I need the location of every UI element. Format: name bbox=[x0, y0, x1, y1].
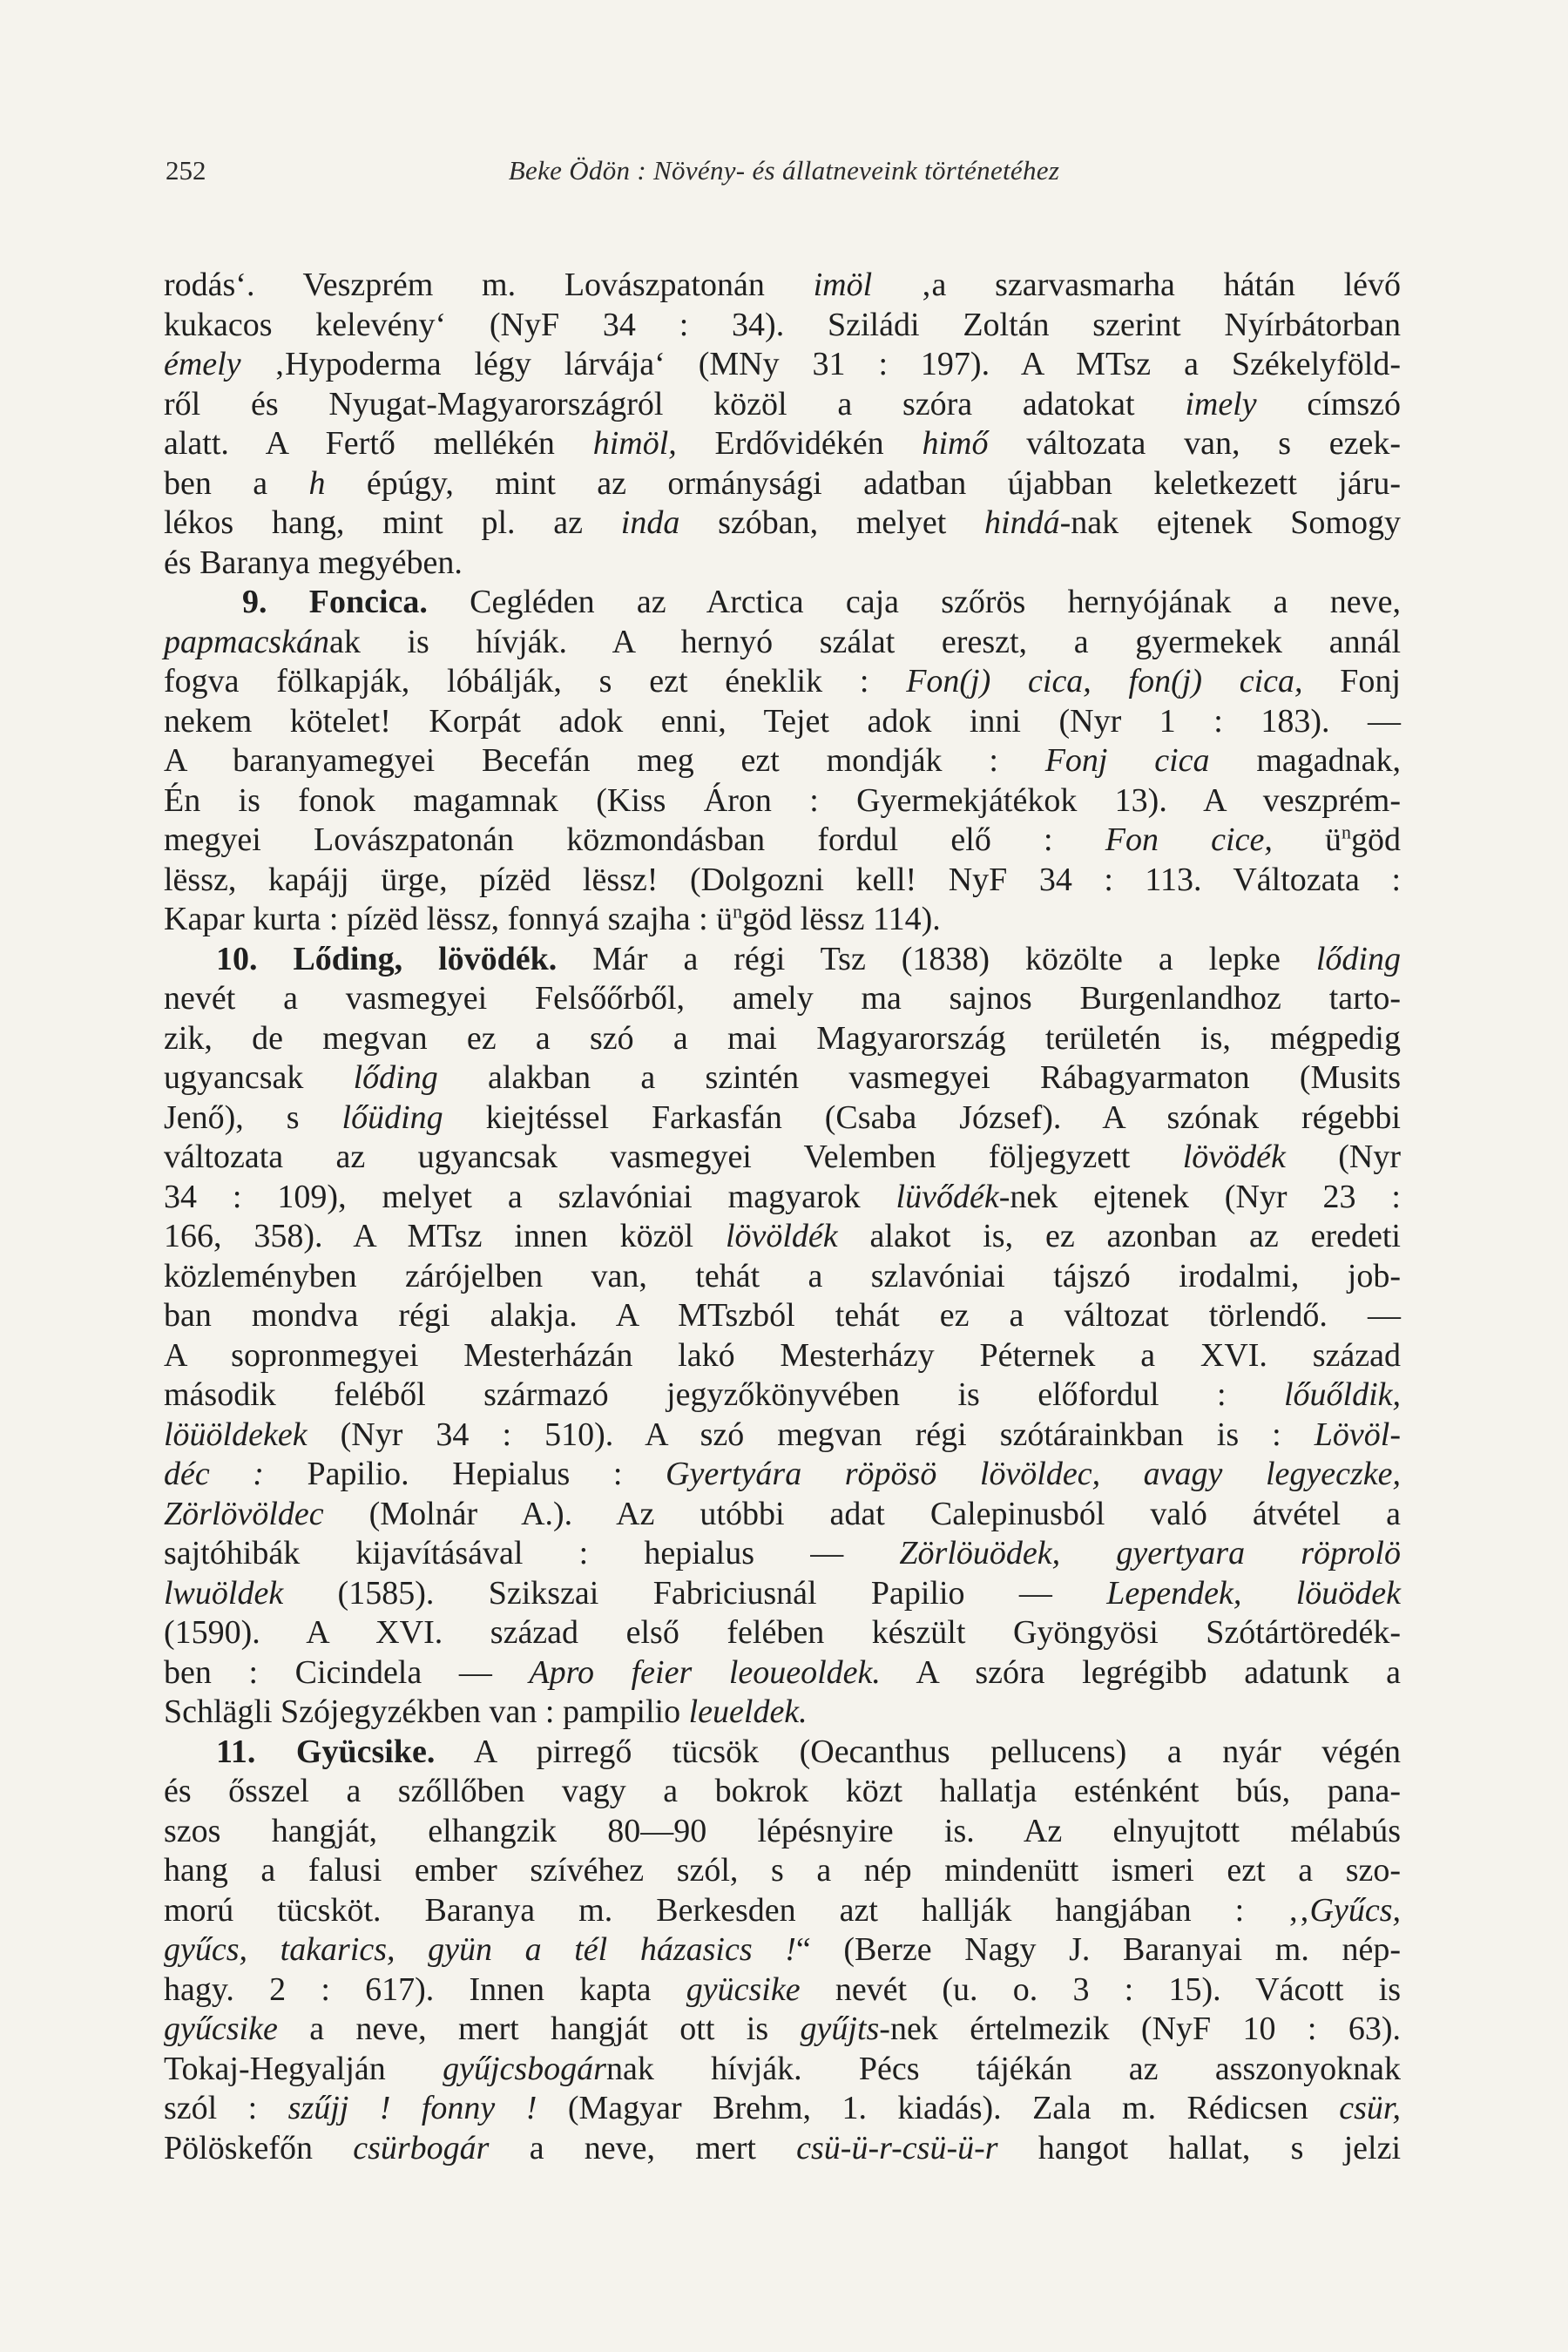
text-run: ‚a szarvasmarha hátán lévő bbox=[872, 267, 1401, 303]
text-run: Lependek, löuödek bbox=[1106, 1574, 1402, 1612]
text-run: zik, de megvan ez a szó a mai Magyarország területén is, mégpedig bbox=[164, 1019, 1401, 1057]
text-run: gyücsike bbox=[686, 1970, 801, 2008]
text-line bbox=[164, 1772, 1401, 1812]
text-run: magadnak, bbox=[1209, 742, 1402, 779]
text-line bbox=[164, 979, 1401, 1019]
text-run: csü-ü-r-csü-ü-r bbox=[796, 2129, 998, 2166]
text-run: gyűjcsbogár bbox=[443, 2050, 606, 2087]
text-run: A sopronmegyei Mesterházán lakó Mesterházy Péternek a XVI. század bbox=[164, 1336, 1401, 1374]
text-run: Fon cice, bbox=[1105, 821, 1273, 858]
text-line bbox=[164, 2129, 1401, 2169]
text-run: lőüding bbox=[341, 1098, 443, 1136]
text-run: nak hívják. Pécs tájékán az asszonyoknak bbox=[605, 2050, 1401, 2087]
text-run: szűjj ! fonny ! bbox=[287, 2090, 537, 2126]
text-run: himő bbox=[922, 425, 989, 462]
text-run: Már a régi Tsz (1838) közölte a lepke bbox=[557, 940, 1316, 977]
text-run: Lövöl- bbox=[1314, 1416, 1401, 1453]
text-run: 34 : 109), melyet a szlavóniai magyarok bbox=[164, 1178, 896, 1215]
text-run: ban mondva régi alakja. A MTszból tehát ez a változat törlendő. — bbox=[164, 1297, 1401, 1334]
text-run: 9. Foncica. bbox=[242, 584, 428, 620]
text-run: papmacskán bbox=[164, 623, 329, 660]
text-run: “ (Berze Nagy J. Baranyai m. nép- bbox=[795, 1931, 1401, 1968]
text-line bbox=[164, 1613, 1401, 1653]
text-run: csürbogár bbox=[353, 2129, 490, 2166]
text-run: 10. Lőding, lövödék. bbox=[216, 940, 558, 977]
text-line bbox=[164, 1455, 1401, 1495]
text-run: lüvődék bbox=[896, 1178, 999, 1215]
text-run: nevét a vasmegyei Felsőőrből, amely ma sajnos Burgenlandhoz tarto- bbox=[164, 980, 1401, 1017]
text-line bbox=[164, 544, 1401, 584]
text-line bbox=[164, 1574, 1401, 1614]
text-run: A szóra legrégibb adatunk a bbox=[880, 1653, 1401, 1691]
text-line bbox=[164, 1495, 1401, 1535]
text-run: leueldek. bbox=[688, 1693, 808, 1730]
text-run: gyűcsike bbox=[164, 2011, 278, 2047]
text-run: Gyűcs, bbox=[1309, 1891, 1401, 1929]
text-run: változata van, s ezek- bbox=[988, 425, 1402, 462]
text-run: (Magyar Brehm, 1. kiadás). Zala m. Rédicsen bbox=[537, 2090, 1340, 2126]
text-line bbox=[164, 821, 1401, 861]
text-run: Papilio. Hepialus : bbox=[263, 1456, 666, 1492]
page-number: 252 bbox=[166, 155, 206, 186]
text-run: Tokaj-Hegyalján bbox=[164, 2050, 443, 2087]
text-line bbox=[164, 1416, 1401, 1456]
text-line bbox=[164, 266, 1401, 306]
text-run: -nek ejtenek (Nyr 23 : bbox=[998, 1178, 1401, 1215]
text-run: kiejtéssel Farkasfán (Csaba József). A szónak régebbi bbox=[443, 1098, 1401, 1136]
text-run: szóban, melyet bbox=[679, 504, 985, 541]
text-run: Zörlövöldec bbox=[164, 1495, 324, 1532]
text-run: a neve, mert bbox=[489, 2129, 797, 2166]
text-run: Pölöskefőn bbox=[164, 2129, 354, 2166]
text-run: a neve, mert hangját ott is bbox=[277, 2011, 801, 2047]
text-run: morú tücsköt. Baranya m. Berkesden azt hallják hangjában : ‚‚ bbox=[164, 1891, 1310, 1929]
text-run: Gyertyára röpösö lövöldec, avagy legyeczke, bbox=[666, 1456, 1401, 1492]
text-line bbox=[164, 1178, 1401, 1218]
text-line bbox=[164, 1733, 1401, 1773]
text-run: Erdővidékén bbox=[676, 425, 923, 462]
text-line bbox=[164, 504, 1401, 544]
text-run: épúgy, mint az ormánysági adatban újabban keletkezett járu- bbox=[325, 464, 1402, 502]
text-run: Fonj bbox=[1302, 663, 1401, 700]
text-run: Schlägli Szójegyzékben van : pampilio bbox=[164, 1693, 689, 1730]
body-text bbox=[164, 266, 1401, 2168]
text-run: Én is fonok magamnak (Kiss Áron : Gyermekjátékok 13). A veszprém- bbox=[164, 781, 1401, 819]
text-line bbox=[164, 1296, 1401, 1336]
text-run: himöl, bbox=[592, 425, 677, 462]
text-line bbox=[164, 345, 1401, 385]
text-run: alatt. A Fertő mellékén bbox=[164, 425, 593, 462]
text-run: ben a bbox=[164, 464, 309, 502]
text-run: hang a falusi ember szívéhez szól, s a nép mindenütt ismeri ezt a szo- bbox=[164, 1852, 1401, 1889]
text-line bbox=[164, 781, 1401, 821]
text-run: déc : bbox=[164, 1456, 264, 1492]
text-run: hindá bbox=[984, 504, 1060, 541]
text-run: n bbox=[733, 900, 743, 923]
text-line bbox=[164, 1257, 1401, 1297]
text-run: Jenő), s bbox=[164, 1098, 342, 1136]
text-run: megyei Lovászpatonán közmondásban fordul elő : bbox=[164, 821, 1105, 858]
text-line bbox=[164, 2050, 1401, 2090]
text-line bbox=[164, 940, 1401, 980]
text-run: göd bbox=[1351, 821, 1402, 858]
text-run: lëssz, kapájj ürge, pízëd lëssz! (Dolgozni kell! NyF 34 : 113. Változata : bbox=[164, 861, 1401, 898]
text-run: inda bbox=[620, 504, 680, 541]
text-run: 166, 358). A MTsz innen közöl bbox=[164, 1218, 726, 1254]
text-line bbox=[164, 861, 1401, 901]
text-run: sajtóhibák kijavításával : hepialus — bbox=[164, 1535, 900, 1571]
text-run: Apro feier leoueoldek. bbox=[529, 1653, 881, 1691]
text-run: ről és Nyugat-Magyarországról közöl a szóra adatokat bbox=[164, 385, 1186, 422]
text-line bbox=[164, 306, 1401, 346]
text-run: nevét (u. o. 3 : 15). Vácott is bbox=[800, 1970, 1402, 2008]
text-run: ben : Cicindela — bbox=[164, 1653, 530, 1691]
text-run: lövödék bbox=[1182, 1139, 1286, 1175]
text-run: kukacos kelevény‘ (NyF 34 : 34). Sziládi Zoltán szerint Nyírbátorban bbox=[164, 306, 1401, 343]
text-line bbox=[164, 385, 1401, 425]
text-line bbox=[164, 623, 1401, 663]
text-run: Kapar kurta : pízëd lëssz, fonnyá szajha : ü bbox=[164, 901, 733, 937]
text-run: n bbox=[1342, 821, 1352, 843]
text-run: -nak ejtenek Somogy bbox=[1059, 504, 1401, 541]
text-run: csür, bbox=[1339, 2090, 1401, 2126]
text-line bbox=[164, 1375, 1401, 1416]
text-run: Cegléden az Arctica caja szőrös hernyójának a neve, bbox=[427, 584, 1401, 620]
text-run: imöl bbox=[813, 267, 873, 303]
text-line bbox=[164, 2089, 1401, 2129]
text-line bbox=[164, 1653, 1401, 1693]
text-line bbox=[164, 1851, 1401, 1891]
text-run: második feléből származó jegyzőkönyvében is előfordul : bbox=[164, 1376, 1284, 1413]
text-run: (Nyr 34 : 510). A szó megvan régi szótárainkban is : bbox=[307, 1416, 1315, 1453]
text-run: alakban a szintén vasmegyei Rábagyarmaton (Musits bbox=[437, 1059, 1402, 1096]
text-run: szos hangját, elhangzik 80—90 lépésnyire is. Az elnyujtott mélabús bbox=[164, 1812, 1401, 1849]
text-run: (1585). Szikszai Fabriciusnál Papilio — bbox=[283, 1574, 1107, 1612]
text-run: imely bbox=[1185, 385, 1257, 422]
text-line bbox=[164, 464, 1401, 504]
text-run: változata az ugyancsak vasmegyei Velemben följegyzett bbox=[164, 1139, 1183, 1175]
text-run: gyűjts bbox=[800, 2011, 880, 2047]
text-line bbox=[164, 1058, 1401, 1098]
text-line bbox=[164, 1693, 1401, 1733]
text-run: és Baranya megyében. bbox=[164, 544, 463, 581]
text-run: lőding bbox=[353, 1059, 438, 1096]
text-run: lövöldék bbox=[725, 1218, 838, 1254]
text-run: (Nyr bbox=[1285, 1139, 1401, 1175]
text-line bbox=[164, 1138, 1401, 1178]
text-run: szól : bbox=[164, 2090, 288, 2126]
text-run: hagy. 2 : 617). Innen kapta bbox=[164, 1970, 686, 2008]
text-line bbox=[164, 583, 1401, 623]
text-line bbox=[164, 900, 1401, 940]
text-line bbox=[164, 1534, 1401, 1574]
text-run: lőding bbox=[1315, 940, 1401, 977]
text-run: közleményben zárójelben van, tehát a szlavóniai tájszó irodalmi, job- bbox=[164, 1257, 1401, 1294]
text-run: 11. Gyücsike. bbox=[216, 1733, 436, 1770]
running-head bbox=[166, 155, 1402, 193]
text-run: lőuőldik, bbox=[1283, 1376, 1401, 1413]
text-run: (1590). A XVI. század első felében készült Gyöngyösi Szótártöredék- bbox=[164, 1614, 1401, 1651]
text-run: ü bbox=[1272, 821, 1342, 858]
text-run: hangot hallat, s jelzi bbox=[997, 2129, 1401, 2166]
text-line bbox=[164, 702, 1401, 742]
text-run: alakot is, ez azonban az eredeti bbox=[837, 1218, 1401, 1254]
text-line bbox=[164, 1891, 1401, 1931]
text-run: göd lëssz 114). bbox=[742, 901, 941, 937]
text-run: ‚Hypoderma légy lárvája‘ (MNy 31 : 197). A MTsz a Székelyföld- bbox=[240, 346, 1401, 382]
text-line bbox=[164, 1019, 1401, 1059]
text-line bbox=[164, 1812, 1401, 1852]
text-line bbox=[164, 1217, 1401, 1257]
text-line bbox=[164, 1930, 1401, 1970]
text-run: és ősszel a szőllőben vagy a bokrok közt hallatja esténként bús, pana- bbox=[164, 1773, 1401, 1809]
text-run: gyűcs, takarics, gyün a tél házasics ! bbox=[164, 1931, 796, 1968]
text-run: -nek értelmezik (NyF 10 : 63). bbox=[879, 2011, 1402, 2047]
text-line bbox=[164, 1970, 1401, 2011]
text-line bbox=[164, 1336, 1401, 1376]
text-run: löüöldekek bbox=[164, 1416, 308, 1453]
text-run: Fonj cica bbox=[1044, 742, 1210, 779]
text-run: (Molnár A.). Az utóbbi adat Calepinusból való átvétel a bbox=[323, 1495, 1401, 1532]
running-title: Beke Ödön : Növény- és állatneveink történetéhez bbox=[508, 155, 1060, 186]
text-run: fogva fölkapják, lóbálják, s ezt éneklik : bbox=[164, 663, 907, 700]
text-run: A pirregő tücsök (Oecanthus pellucens) a nyár végén bbox=[435, 1733, 1401, 1770]
text-run: nekem kötelet! Korpát adok enni, Tejet adok inni (Nyr 1 : 183). — bbox=[164, 702, 1401, 740]
text-run: Zörlöuödek, gyertyara röprolö bbox=[899, 1535, 1401, 1571]
text-run: lwuöldek bbox=[164, 1574, 284, 1612]
text-run: h bbox=[308, 464, 326, 502]
text-run: ak is hívják. A hernyó szálat ereszt, a gyermekek annál bbox=[328, 623, 1401, 660]
text-line bbox=[164, 1098, 1401, 1139]
text-line bbox=[164, 2010, 1401, 2050]
text-line bbox=[164, 424, 1401, 464]
text-line bbox=[164, 741, 1401, 781]
text-line bbox=[164, 662, 1401, 702]
text-run: lékos hang, mint pl. az bbox=[164, 504, 621, 541]
text-run: Fon(j) cica, fon(j) cica, bbox=[906, 663, 1303, 700]
text-run: rodás‘. Veszprém m. Lovászpatonán bbox=[164, 267, 814, 303]
text-run: címszó bbox=[1256, 385, 1401, 422]
text-run: émely bbox=[164, 346, 241, 382]
text-run: A baranyamegyei Becefán meg ezt mondják : bbox=[164, 742, 1045, 779]
text-run: ugyancsak bbox=[164, 1059, 354, 1096]
